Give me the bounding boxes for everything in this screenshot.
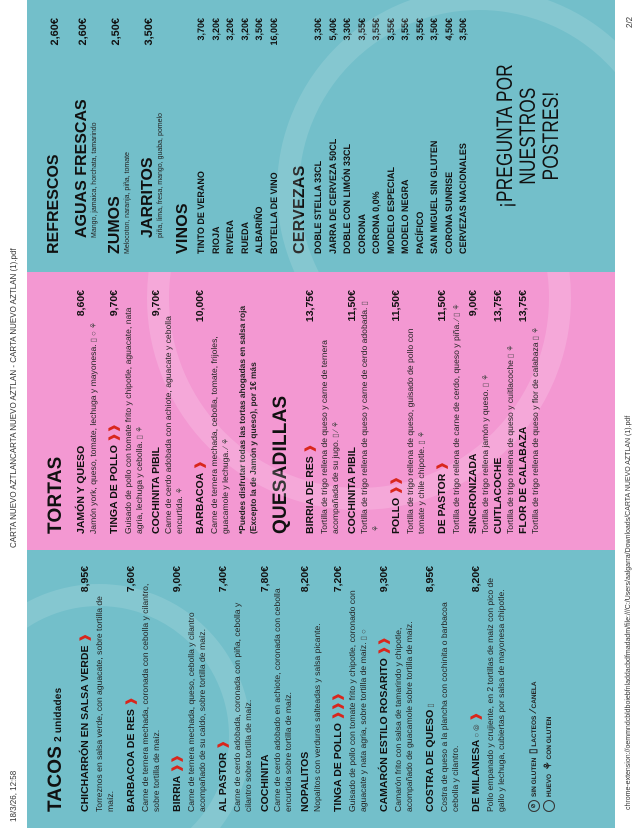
cervezas-title: CERVEZAS: [291, 165, 308, 254]
wine-row: RUEDA 3,20€: [239, 18, 250, 254]
lacteos-icon: ▯: [359, 636, 368, 641]
print-footer-strip: [615, 0, 640, 828]
beer-row: DOBLE CON LIMÓN 33CL 3,30€: [342, 18, 352, 254]
wine-row: BOTELLA DE VINO 16,00€: [268, 18, 279, 254]
con-gluten-icon: ⚘: [221, 437, 230, 446]
tacos-subtitle: 2 unidades: [53, 687, 64, 742]
tortas-ahogadas-note: *Puedes disfrutar todas las tortas ahogadas en salsa roja (Excepto la de Jamón y queso), por 1€ más: [237, 305, 258, 534]
beer-row: CERVEZAS NACIONALES 3,50€: [458, 18, 468, 254]
huevo-icon: ○: [472, 732, 481, 738]
menu-item: AL PASTOR❱ 7,40€ Carne de cerdo adobada, coronada con piña, cebolla y cilantro sobre tortilla de maíz.: [217, 566, 253, 812]
lacteos-icon: ▯: [331, 433, 340, 438]
menu-item: DE MILANESA○⦾❱ 8,20€ Pollo empanado y crujiente, en 2 tortillas de maíz con pico de gallo y lechuga, cubiertas por salsa de mayonesa chipotle.: [470, 566, 506, 812]
chili-icon: ❱: [470, 712, 482, 722]
beer-row: MODELO NEGRA 3,55€: [400, 18, 410, 254]
menu-item: JAMÓN Y QUESO 8,60€ Jamón york, queso, tomate, lechuga y mayonesa.▯○⚘: [75, 290, 98, 534]
chili-icon: ❱: [79, 633, 91, 643]
chili-icon: ❱❱: [108, 423, 120, 443]
tortas-title: TORTAS: [45, 456, 66, 534]
menu-item: COSTRA DE QUESO▯ 8,95€ Costra de queso a la plancha con cochinita o barbacoa cebolla y cilantro.: [424, 566, 460, 812]
tortas-quesadillas-column: [27, 272, 615, 550]
wine-row: TINTO DE VERANO 3,70€: [196, 18, 206, 254]
con-gluten-icon: ⚘: [417, 431, 426, 439]
vinos-title: VINOS: [174, 203, 191, 254]
sin-gluten-icon: ⊘: [528, 800, 540, 812]
tacos-column: [27, 550, 615, 828]
con-gluten-icon: ⚘: [452, 303, 461, 311]
postres-callout: ¡PREGUNTA POR NUESTROS POSTRES!: [491, 64, 563, 208]
beer-row: CORONA SUNRISE 4,50€: [443, 18, 454, 254]
huevo-icon: ○: [89, 331, 98, 336]
huevo-icon: ○: [359, 629, 368, 634]
con-gluten-icon: ⚘: [89, 321, 98, 330]
menu-item: TINGA DE POLLO❱❱❱ 7,20€ Guisado de pollo con tomate frito y chipotle, coronado con aguacate y nata agria, sobre tortilla de maíz.▯○: [332, 566, 368, 812]
print-title: CARTA NUEVO AZTLANCARTA NUEVO AZTLAN - CARTA NUEVO AZTLAN (1).pdf: [9, 248, 18, 548]
drink-refrescos: REFRESCOS 2,60€: [45, 18, 62, 254]
chili-icon: ❱❱: [378, 636, 390, 656]
lacteos-icon: ▯: [135, 434, 144, 440]
menu-item: CAMARÓN ESTILO ROSARITO❱❱ 9,30€ Camarón frito con salsa de tamarindo y chipotle, acompañado de guacamole sobre tortilla de maíz.: [378, 566, 414, 812]
chili-icon: ❱: [304, 443, 316, 454]
print-header-strip: [0, 0, 27, 828]
wine-row: RIOJA 3,20€: [210, 18, 221, 254]
chili-icon: ❱: [194, 460, 206, 470]
lacteos-icon: ▯: [528, 748, 539, 754]
menu-item: TINGA DE POLLO❱❱ 9,70€ Guisado de pollo con tomate frito y chipotle, aguacate, nata agria, lechuga y cebolla.▯⚘: [108, 290, 144, 534]
sin-gluten-icon: ⦾: [472, 724, 481, 731]
tacos-title: TACOS2 unidades: [45, 687, 66, 812]
con-gluten-icon: ⚘: [371, 524, 380, 532]
canela-icon: ∕: [528, 710, 539, 712]
menu-item: COCHINITA 7,80€ Carne de cerdo adobado en achiote, coronada con cebolla encurtida sobre tortilla de maíz.: [259, 566, 293, 812]
menu-item: BIRRIA❱❱ 9,00€ Carne de ternera mechada, queso, cebolla y cilantro acompañado de su caldo, sobre tortilla de maíz.: [171, 566, 207, 812]
menu-item: DE PASTOR❱ 11,50€ Tortilla de trigo rellena de carne de cerdo, queso y piña.∕▯⚘: [436, 290, 461, 534]
beer-row: MODELO ESPECIAL 3,55€: [385, 18, 396, 254]
menu-page: [27, 0, 615, 828]
menu-item: FLOR DE CALABAZA 13,75€ Tortilla de trigo rellena de queso y flor de calabaza▯⚘: [517, 290, 540, 534]
con-gluten-icon: ⚘: [331, 420, 340, 429]
con-gluten-icon: ⚘: [543, 761, 554, 771]
lacteos-icon: ▯: [531, 336, 540, 341]
wine-row: RIVERA 3,20€: [225, 18, 235, 254]
chili-icon: ❱: [436, 461, 448, 471]
menu-item: COCHINITA PIBIL 11,50€ Tortilla de trigo rellena de queso y carne de cerdo adobada.▯⚘: [346, 290, 380, 534]
drinks-column: REFRESCOS 2,60€ AGUAS FRESCAS 2,60€ Mango, jamaica, horchata, tamarindo ZUMOS 2,50€ Melocoton, naranja, piña, tomate JARRITOS 3,50€ piña, lima, fresa, mango, guaba, pomelo VINOS TINTO DE VERANO 3,70€ RIOJA 3,20€ RIVERA 3,20€ RUEDA 3,20€ ALBARIÑO 3,50€ BOTELLA DE VINO 16,00€ CERVEZAS DOBLE STELLA 33CL 3,30€ JARRA DE CERVEZA 50CL 5,40€ DOBLE CON LIMÓN 33CL 3,30€ CORONA 3,55€ CORONA 0,0% 3,55€ MODELO ESPECIAL 3,55€ MODELO NEGRA 3,55€ PACÍFICO 3,55€ SAN MIGUEL SIN GLUTEN 3,50€ CORONA SUNRISE 4,50€ CERVEZAS NACIONALES 3,50€ ¡PREGUNTA POR NUESTROS POSTRES!: [27, 0, 615, 272]
lacteos-icon: ▯: [481, 382, 490, 388]
beer-row: SAN MIGUEL SIN GLUTEN 3,50€: [429, 18, 439, 254]
menu-item: SINCRONIZADA 9,00€ Tortilla de trigo rellena jamón y queso.▯⚘: [467, 290, 490, 534]
con-gluten-icon: ⚘: [506, 344, 515, 352]
menu-item: POLLO❱❱ 11,50€ Tortilla de trigo rellena de queso, guisado de pollo con tomate y chile chipotle.▯⚘: [390, 290, 426, 534]
beer-row: DOBLE STELLA 33CL 3,30€: [313, 18, 323, 254]
lacteos-icon: ▯: [452, 312, 461, 318]
print-datetime: 18/3/26, 12:58: [9, 770, 18, 822]
con-gluten-icon: ⚘: [531, 326, 540, 335]
canela-icon: ∕: [221, 447, 230, 449]
lacteos-icon: ▯: [360, 301, 369, 306]
drink-jarritos: JARRITOS 3,50€: [139, 18, 156, 238]
print-url: chrome-extension://oemmndcbldboiebfnladdacbdfmadadm/file:///C:/Users/aalgarra/Downloads/CARTA NUEVO AZTLAN (1).pdf: [625, 415, 632, 810]
quesadillas-title: QUESADILLAS: [270, 395, 291, 534]
chili-icon: ❱: [125, 696, 137, 707]
menu-item: COCHINITA PIBIL 9,70€ Carne de cerdo adobada con achiote, aguacate y cebolla encurtida.⚘: [150, 290, 184, 534]
canela-icon: ∕: [452, 319, 461, 321]
allergen-legend: ⊘SIN GLUTEN ▯ LACTEOS ∕ CANELA HUEVO ⚘ CON GLUTEN: [527, 566, 557, 812]
drink-aguas-frescas: AGUAS FRESCAS 2,60€: [73, 18, 90, 238]
chili-icon: ❱❱: [390, 476, 402, 495]
print-page-number: 2/2: [625, 16, 634, 28]
beer-row: CORONA 3,55€: [356, 18, 367, 254]
lacteos-icon: ▯: [426, 703, 435, 708]
beer-row: JARRA DE CERVEZA 50CL 5,40€: [327, 18, 338, 254]
beer-row: PACÍFICO 3,55€: [414, 18, 425, 254]
chili-icon: ❱: [217, 740, 229, 750]
con-gluten-icon: ⚘: [175, 487, 184, 495]
menu-item: CUITLACOCHE 13,75€ Tortilla de trigo rellena de queso y cuitlacoche▯⚘: [492, 290, 515, 534]
menu-item: BIRRIA DE RES❱ 13,75€ Tortilla de trigo rellena de queso y carne de ternera acompañada de su jugo.▯∕⚘: [304, 290, 340, 534]
lacteos-icon: ▯: [417, 440, 426, 445]
menu-item: CHICHARRÓN EN SALSA VERDE❱ 8,95€ Torreznos en salsa verde, con aguacate, sobre tortilla de maíz.: [79, 566, 115, 812]
menu-item: BARBACOA❱ 10,00€ Carne de ternera mechada, cebolla, tomate, frijoles, guacamole y lechuga.∕⚘: [194, 290, 230, 534]
huevo-icon: [543, 800, 555, 812]
canela-icon: ∕: [331, 430, 340, 432]
wine-row: ALBARIÑO 3,50€: [254, 18, 264, 254]
drink-zumos: ZUMOS 2,50€: [106, 18, 123, 254]
chili-icon: ❱❱: [171, 754, 183, 773]
menu-item: BARBACOA DE RES❱ 7,60€ Carne de ternera mechada, coronada con cebolla y cilantro, sobre tortilla de maíz.: [125, 566, 161, 812]
lacteos-icon: ▯: [506, 353, 515, 359]
lacteos-icon: ▯: [89, 337, 98, 343]
chili-icon: ❱❱❱: [332, 692, 344, 721]
con-gluten-icon: ⚘: [481, 373, 490, 381]
menu-item: NOPALITOS 8,20€ Nopalitos con verduras salteadas y salsa picante.: [299, 566, 322, 812]
beer-row: CORONA 0,0% 3,55€: [371, 18, 381, 254]
con-gluten-icon: ⚘: [135, 425, 144, 433]
